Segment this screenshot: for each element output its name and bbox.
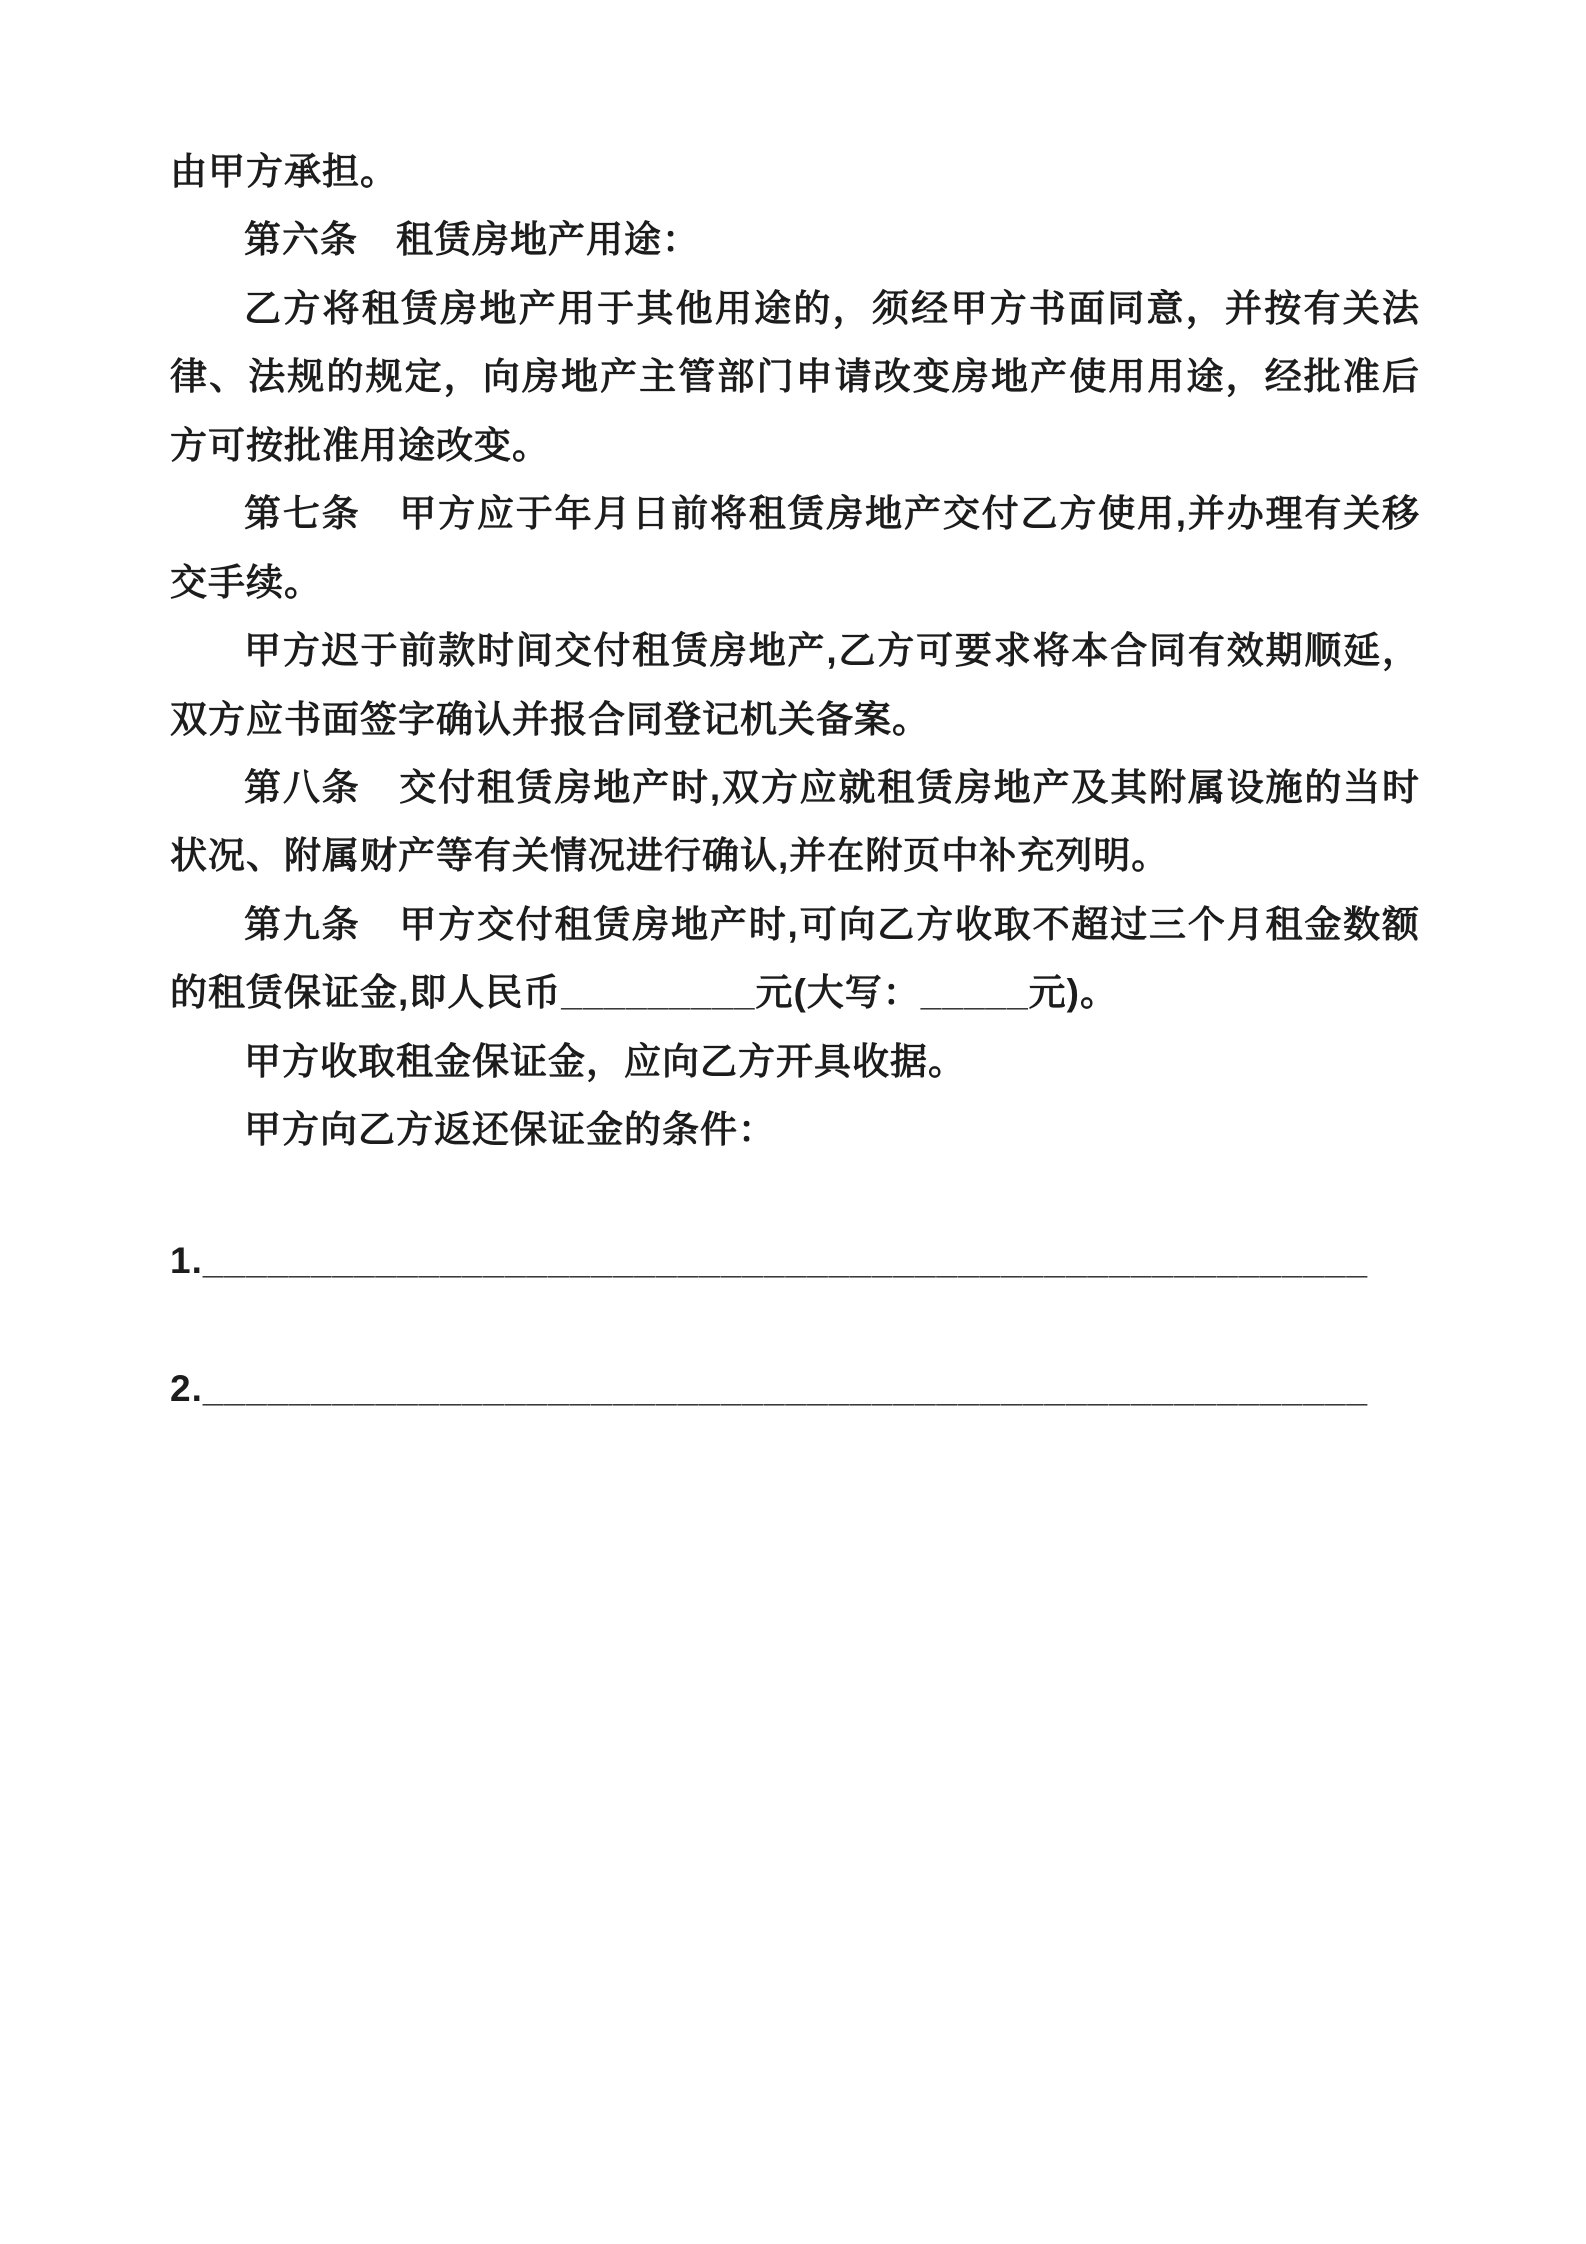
paragraph: 乙方将租赁房地产用于其他用途的，须经甲方书面同意，并按有关法律、法规的规定，向房地产主管部门申请改变房地产使用用途，经批准后方可按批准用途改变。 (170, 287, 1420, 466)
fill-in-line-1: 1.______________________________________________________ (170, 1239, 1369, 1281)
fill-in-line-2: 2.______________________________________________________ (170, 1368, 1369, 1409)
clause-heading-article-7: 第七条 甲方应于年月日前将租赁房地产交付乙方使用,并办理有关移交手续。 (170, 493, 1420, 603)
paragraph: 由甲方承担。 (170, 151, 398, 192)
clause-heading-article-9: 第九条 甲方交付租赁房地产时,可向乙方收取不超过三个月租金数额的租赁保证金,即人民币_________元(大写：_____元)。 (170, 903, 1420, 1014)
paragraph: 甲方迟于前款时间交付租赁房地产,乙方可要求将本合同有效期顺延，双方应书面签字确认并报合同登记机关备案。 (170, 630, 1420, 740)
paragraph: 甲方向乙方返还保证金的条件： (244, 1109, 776, 1151)
contract-body (170, 138, 1420, 1423)
clause-heading-article-6: 第六条 租赁房地产用途： (244, 219, 700, 261)
paragraph: 甲方收取租金保证金，应向乙方开具收据。 (244, 1040, 966, 1082)
clause-heading-article-8: 第八条 交付租赁房地产时,双方应就租赁房地产及其附属设施的当时状况、附属财产等有关情况进行确认,并在附页中补充列明。 (170, 766, 1420, 877)
